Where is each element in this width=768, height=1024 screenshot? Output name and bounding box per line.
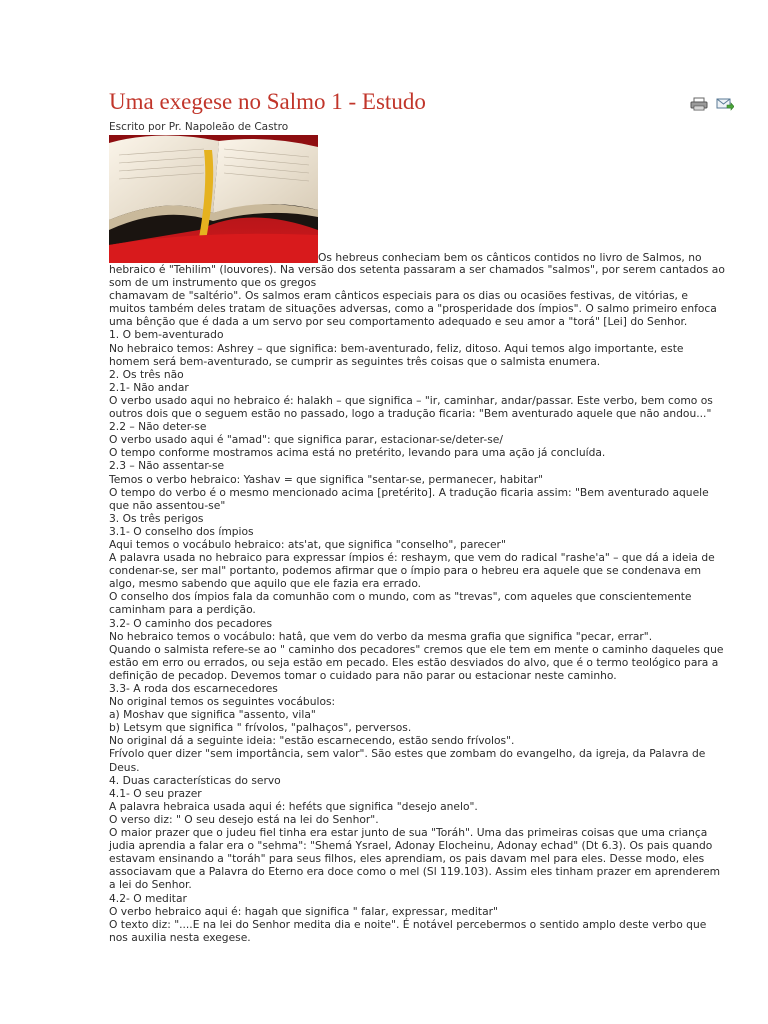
paragraph: O conselho dos ímpios fala da comunhão com o mundo, com as "trevas", com aqueles que conscientemente caminham para a perdição.: [109, 590, 692, 617]
paragraph: 2. Os três não: [109, 367, 184, 381]
paragraph: Temos o verbo hebraico: Yashav = que significa "sentar-se, permanecer, habitar": [109, 472, 544, 486]
paragraph: O verso diz: " O seu desejo está na lei do Senhor".: [109, 812, 379, 826]
article-tools: [690, 97, 734, 111]
paragraph: 4.2- O meditar: [109, 891, 187, 905]
paragraph: O tempo conforme mostramos acima está no pretérito, levando para uma ação já concluída.: [109, 446, 606, 460]
author-line: Escrito por Pr. Napoleão de Castro: [109, 121, 289, 133]
paragraph: Aqui temos o vocábulo hebraico: ats'at, que significa "conselho", parecer": [109, 537, 506, 551]
paragraph: O tempo do verbo é o mesmo mencionado acima [pretérito]. A tradução ficaria assim: "Bem aventurado aquele que não assentou-se": [109, 485, 709, 512]
paragraph: 2.3 – Não assentar-se: [109, 459, 225, 473]
lead-line: chamavam de "saltério". Os salmos eram cânticos especiais para os dias ou ocasiões festivas, de vitórias, e muitos também deles tratam de situações adversas, como a "prosperidade dos ímpios". O salmo primeiro enfoca uma bênção que é dada a um servo por seu comportamento adequado e seu amor a "torá" [Lei] do Senhor.: [109, 289, 717, 329]
article-body: [109, 135, 727, 944]
paragraph: 4.1- O seu prazer: [109, 786, 202, 800]
paragraph: O maior prazer que o judeu fiel tinha era estar junto de sua "Toráh". Uma das primeiras coisas que uma criança judia aprendia a falar era o "sehma": "Shemá Ysrael, Adonay Elocheinu, Adonay echad" (Dt 6.3). Os pais quando estavam ensinando a "toráh" para seus filhos, eles aprendiam, os pais davam mel para eles. Desse modo, eles associavam que a Palavra do Eterno era doce como o mel (Sl 119.103). Assim eles tinham prazer em aprenderem a lei do Senhor.: [109, 826, 721, 892]
paragraph: b) Letsym que significa " frívolos, "palhaços", perversos.: [109, 721, 412, 735]
paragraph: No hebraico temos o vocábulo: hatâ, que vem do verbo da mesma grafia que significa "pecar, errar".: [109, 629, 653, 643]
paragraph: 2.1- Não andar: [109, 380, 189, 394]
paragraph: O texto diz: "....E na lei do Senhor medita dia e noite". É notável percebermos o sentido amplo deste verbo que nos auxilia nesta exegese.: [109, 917, 707, 944]
paragraph: 3. Os três perigos: [109, 511, 204, 525]
paragraph: 2.2 – Não deter-se: [109, 420, 207, 434]
lead-block: [109, 135, 727, 263]
paragraph: 1. O bem-aventurado: [109, 328, 224, 342]
printer-icon[interactable]: [690, 97, 708, 111]
paragraph: 3.3- A roda dos escarnecedores: [109, 682, 278, 695]
paragraph: 3.1- O conselho dos ímpios: [109, 524, 254, 538]
paragraph: O verbo usado aqui é "amad": que significa parar, estacionar-se/deter-se/: [109, 433, 503, 447]
open-bible-image: [109, 135, 318, 263]
email-icon[interactable]: [716, 97, 734, 111]
lead-line: hebraico é "Tehilim" (louvores). Na versão dos setenta passaram a ser chamados "salmos", por serem cantados ao som de um instrumento que os gregos: [109, 263, 725, 290]
paragraph: a) Moshav que significa "assento, vila": [109, 708, 316, 722]
paragraph: Frívolo quer dizer "sem importância, sem valor". São estes que zombam do evangelho, da igreja, da Palavra de Deus.: [109, 747, 706, 774]
article-title: Uma exegese no Salmo 1 - Estudo: [109, 89, 426, 114]
article-paragraphs: [109, 328, 727, 943]
paragraph: 4. Duas características do servo: [109, 773, 281, 787]
paragraph: A palavra hebraica usada aqui é: heféts que significa "desejo anelo".: [109, 799, 478, 813]
paragraph: O verbo hebraico aqui é: hagah que significa " falar, expressar, meditar": [109, 904, 498, 918]
paragraph: Quando o salmista refere-se ao " caminho dos pecadores" cremos que ele tem em mente o caminho daqueles que estão em erro ou errados, ou seja estão em pecado. Eles estão desviados do alvo, que é o termo teológico para a definição de pecadop. Devemos tomar o cuidado para não parar ou estacionar neste caminho.: [109, 642, 724, 682]
paragraph: 3.2- O caminho dos pecadores: [109, 616, 273, 630]
paragraph: No original temos os seguintes vocábulos:: [109, 695, 336, 709]
paragraph: A palavra usada no hebraico para expressar ímpios é: reshaym, que vem do radical "rashe'a" – que dá a ideia de condenar-se, ser mal" portanto, podemos afirmar que o ímpio para o hebreu era aquele que se condenava em algo, mesmo sabendo que aquilo que ele fazia era errado.: [109, 551, 715, 591]
lead-first-line: Os hebreus conheciam bem os cânticos contidos no livro de Salmos, no: [318, 250, 702, 264]
paragraph: No original dá a seguinte ideia: "estão escarnecendo, estão sendo frívolos".: [109, 734, 515, 748]
paragraph: O verbo usado aqui no hebraico é: halakh – que significa – "ir, caminhar, andar/passar. Este verbo, bem como os outros dois que o seguem estão no passado, logo a tradução ficaria: "Bem aventurado aquele que não andou...": [109, 393, 713, 421]
paragraph: No hebraico temos: Ashrey – que significa: bem-aventurado, feliz, ditoso. Aqui temos algo importante, este homem será bem-aventurado, se cumprir as seguintes três coisas que o salmista enumera.: [109, 341, 684, 368]
